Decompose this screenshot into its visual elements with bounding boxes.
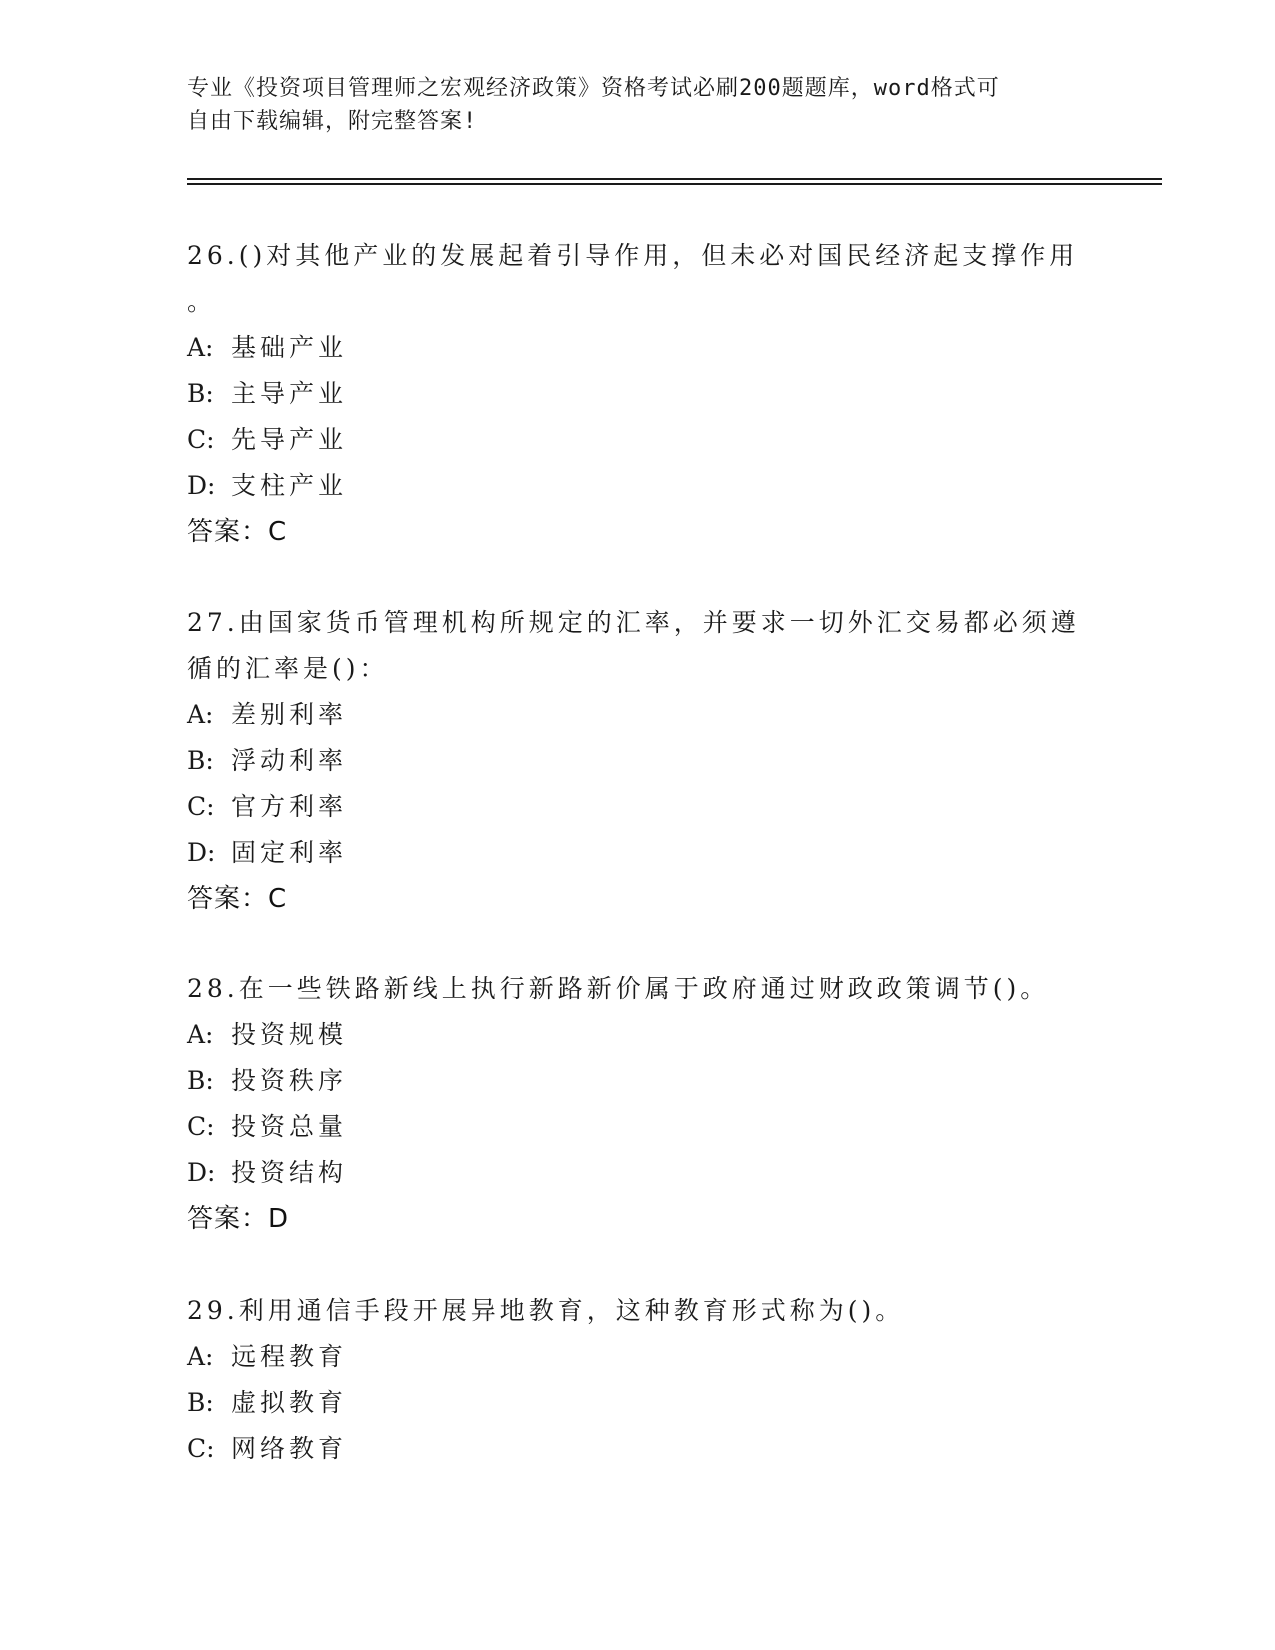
option-text: 投资规模: [231, 1020, 348, 1049]
option-key: A:: [187, 333, 214, 362]
answer-line: 答案：C: [187, 884, 288, 914]
option-key: B:: [187, 1388, 214, 1417]
question-28: [187, 966, 1087, 1242]
option-b: [187, 1380, 1087, 1426]
option-text: 差别利率: [231, 700, 348, 729]
option-d: [187, 1150, 1087, 1196]
question-stem-line-1: 28.在一些铁路新线上执行新路新价属于政府通过财政政策调节()。: [187, 974, 1050, 1003]
question-stem-line-2: 。: [187, 287, 217, 316]
header-line-1: 专业《投资项目管理师之宏观经济政策》资格考试必刷200题题库，word格式可: [187, 76, 1000, 101]
header-line-2: 自由下载编辑，附完整答案!: [187, 109, 478, 134]
option-text: 远程教育: [231, 1342, 348, 1371]
option-key: C:: [187, 425, 215, 454]
option-text: 浮动利率: [231, 746, 348, 775]
option-text: 固定利率: [231, 838, 348, 867]
question-stem-line-2: 循的汇率是()：: [187, 654, 389, 683]
option-c: [187, 784, 1087, 830]
question-26: [187, 233, 1087, 555]
option-key: D:: [187, 471, 216, 500]
option-text: 先导产业: [231, 425, 348, 454]
option-d: [187, 463, 1087, 509]
option-b: [187, 738, 1087, 784]
option-a: [187, 1012, 1087, 1058]
question-29: [187, 1288, 1087, 1472]
option-a: [187, 325, 1087, 371]
option-text: 投资结构: [231, 1158, 348, 1187]
option-key: B:: [187, 746, 214, 775]
option-key: D:: [187, 1158, 216, 1187]
option-c: [187, 1104, 1087, 1150]
question-27: [187, 600, 1087, 922]
option-text: 投资秩序: [231, 1066, 348, 1095]
option-text: 网络教育: [231, 1434, 348, 1463]
option-text: 虚拟教育: [231, 1388, 348, 1417]
answer-line: 答案：C: [187, 517, 288, 547]
option-key: C:: [187, 1112, 215, 1141]
option-c: [187, 417, 1087, 463]
option-text: 主导产业: [231, 379, 348, 408]
question-stem-line-1: 26.()对其他产业的发展起着引导作用，但未必对国民经济起支撑作用: [187, 241, 1079, 270]
option-text: 官方利率: [231, 792, 348, 821]
option-text: 基础产业: [231, 333, 348, 362]
document-header: [187, 72, 1067, 138]
option-b: [187, 1058, 1087, 1104]
option-c: [187, 1426, 1087, 1472]
option-a: [187, 692, 1087, 738]
option-key: C:: [187, 1434, 215, 1463]
option-b: [187, 371, 1087, 417]
option-key: B:: [187, 379, 214, 408]
option-text: 支柱产业: [231, 471, 348, 500]
question-stem-line-1: 29.利用通信手段开展异地教育，这种教育形式称为()。: [187, 1296, 905, 1325]
option-d: [187, 830, 1087, 876]
option-key: B:: [187, 1066, 214, 1095]
option-key: A:: [187, 1342, 214, 1371]
header-divider-bottom: [187, 183, 1162, 185]
answer-line: 答案：D: [187, 1204, 290, 1234]
option-key: A:: [187, 1020, 214, 1049]
question-stem-line-1: 27.由国家货币管理机构所规定的汇率，并要求一切外汇交易都必须遵: [187, 608, 1080, 637]
option-key: A:: [187, 700, 214, 729]
header-divider-top: [187, 178, 1162, 180]
option-text: 投资总量: [231, 1112, 348, 1141]
option-key: D:: [187, 838, 216, 867]
option-a: [187, 1334, 1087, 1380]
option-key: C:: [187, 792, 215, 821]
